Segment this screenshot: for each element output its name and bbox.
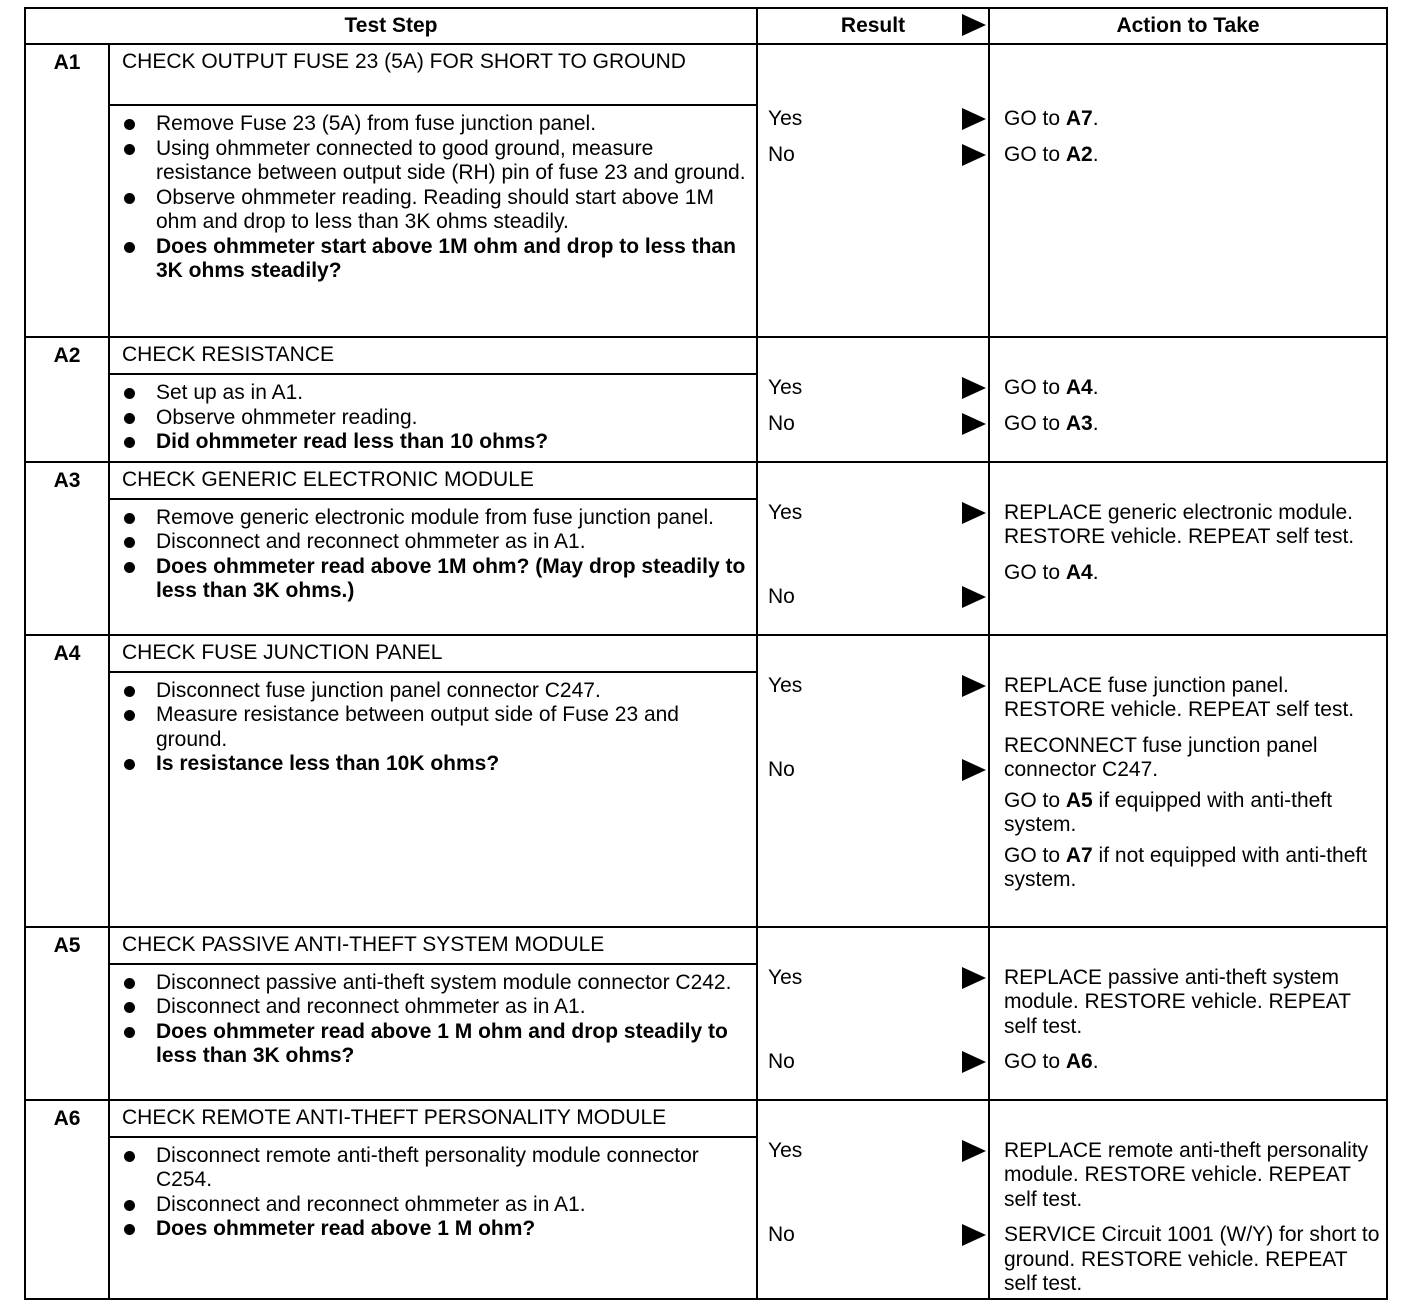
action-no: GO to A4. bbox=[1004, 560, 1099, 584]
list-item-question: Is resistance less than 10K ohms? bbox=[124, 752, 748, 777]
bullet-icon bbox=[124, 759, 135, 770]
arrow-right-icon bbox=[962, 967, 986, 989]
list-item: Disconnect and reconnect ohmmeter as in A1. bbox=[124, 1193, 748, 1218]
action-no: SERVICE Circuit 1001 (W/Y) for short to ground. RESTORE vehicle. REPEAT self test. bbox=[1004, 1223, 1380, 1295]
step-id: A4 bbox=[25, 635, 109, 927]
step-instructions bbox=[109, 672, 757, 927]
bullet-icon bbox=[124, 1027, 135, 1038]
bullet-icon bbox=[124, 437, 135, 448]
result-yes: Yes bbox=[758, 674, 988, 699]
step-instructions bbox=[109, 964, 757, 1100]
step-a4-title-row bbox=[25, 635, 1387, 672]
action-no-reconnect: RECONNECT fuse junction panel connector C247. bbox=[1004, 733, 1318, 781]
step-a5-title-row bbox=[25, 927, 1387, 964]
arrow-right-icon bbox=[962, 675, 986, 697]
result-no: No bbox=[758, 1050, 988, 1075]
list-item: Measure resistance between output side of Fuse 23 and ground. bbox=[124, 703, 748, 752]
list-item: Set up as in A1. bbox=[124, 381, 748, 406]
arrow-right-icon bbox=[962, 377, 986, 399]
step-result-cell bbox=[757, 337, 989, 462]
step-id: A1 bbox=[25, 44, 109, 337]
step-result-cell bbox=[757, 462, 989, 635]
step-result-cell bbox=[757, 44, 989, 337]
bullet-icon bbox=[124, 710, 135, 721]
step-action-cell bbox=[989, 1100, 1387, 1299]
bullet-icon bbox=[124, 978, 135, 989]
diagnostic-table-page bbox=[24, 7, 1386, 1300]
arrow-right-icon bbox=[962, 759, 986, 781]
bullet-icon bbox=[124, 1200, 135, 1211]
result-no: No bbox=[758, 412, 988, 437]
step-action-cell bbox=[989, 927, 1387, 1100]
list-item: Disconnect and reconnect ohmmeter as in A1. bbox=[124, 995, 748, 1020]
step-id: A5 bbox=[25, 927, 109, 1100]
action-no: GO to A6. bbox=[1004, 1050, 1099, 1073]
bullet-icon bbox=[124, 1151, 135, 1162]
list-item: Disconnect fuse junction panel connector C247. bbox=[124, 679, 748, 704]
step-result-cell bbox=[757, 635, 989, 927]
arrow-right-icon bbox=[962, 413, 986, 435]
list-item: Remove Fuse 23 (5A) from fuse junction panel. bbox=[124, 112, 748, 137]
arrow-right-icon bbox=[962, 108, 986, 130]
list-item-question: Does ohmmeter read above 1 M ohm and drop steadily to less than 3K ohms? bbox=[124, 1020, 748, 1069]
bullet-icon bbox=[124, 1224, 135, 1235]
step-a3-title-row bbox=[25, 462, 1387, 499]
bullet-icon bbox=[124, 1002, 135, 1013]
list-item: Remove generic electronic module from fuse junction panel. bbox=[124, 506, 748, 531]
bullet-icon bbox=[124, 513, 135, 524]
result-yes: Yes bbox=[758, 966, 988, 991]
arrow-right-icon bbox=[962, 586, 986, 608]
action-no: GO to A2. bbox=[1004, 142, 1099, 166]
result-yes: Yes bbox=[758, 501, 988, 526]
header-result-label: Result bbox=[840, 14, 906, 37]
action-no: GO to A3. bbox=[1004, 411, 1099, 435]
result-yes: Yes bbox=[758, 376, 988, 401]
arrow-right-icon bbox=[962, 1051, 986, 1073]
pinpoint-test-table bbox=[24, 7, 1388, 1300]
step-result-cell bbox=[757, 1100, 989, 1299]
step-action-cell bbox=[989, 462, 1387, 635]
list-item: Observe ohmmeter reading. bbox=[124, 406, 748, 431]
bullet-icon bbox=[124, 193, 135, 204]
result-yes: Yes bbox=[758, 107, 988, 132]
step-a6-title-row bbox=[25, 1100, 1387, 1137]
action-no-no-anti-theft: GO to A7 if not equipped with anti-theft system. bbox=[1004, 843, 1368, 891]
step-result-cell bbox=[757, 927, 989, 1100]
list-item: Disconnect remote anti-theft personality module connector C254. bbox=[124, 1144, 748, 1193]
action-yes: GO to A4. bbox=[1004, 376, 1099, 399]
action-yes: REPLACE remote anti-theft personality module. RESTORE vehicle. REPEAT self test. bbox=[1004, 1138, 1369, 1211]
step-title: CHECK OUTPUT FUSE 23 (5A) FOR SHORT TO GROUND bbox=[109, 44, 757, 105]
action-yes: GO to A7. bbox=[1004, 107, 1099, 130]
list-item-question: Does ohmmeter read above 1M ohm? (May drop steadily to less than 3K ohms.) bbox=[124, 555, 748, 604]
step-instructions bbox=[109, 499, 757, 635]
table-header-row bbox=[25, 8, 1387, 44]
action-yes: REPLACE passive anti-theft system module. RESTORE vehicle. REPEAT self test. bbox=[1004, 965, 1351, 1038]
step-a2-title-row bbox=[25, 337, 1387, 374]
result-no: No bbox=[758, 758, 988, 783]
arrow-right-icon bbox=[962, 1140, 986, 1162]
step-title: CHECK GENERIC ELECTRONIC MODULE bbox=[109, 462, 757, 499]
bullet-icon bbox=[124, 562, 135, 573]
header-test-step: Test Step bbox=[25, 8, 757, 44]
step-a1-title-row bbox=[25, 44, 1387, 105]
list-item-question: Does ohmmeter read above 1 M ohm? bbox=[124, 1217, 748, 1242]
action-yes: REPLACE generic electronic module. RESTORE vehicle. REPEAT self test. bbox=[1004, 500, 1355, 548]
bullet-icon bbox=[124, 686, 135, 697]
bullet-icon bbox=[124, 144, 135, 155]
list-item: Disconnect passive anti-theft system module connector C242. bbox=[124, 971, 748, 996]
action-no-anti-theft: GO to A5 if equipped with anti-theft system. bbox=[1004, 788, 1333, 836]
action-yes: REPLACE fuse junction panel. RESTORE vehicle. REPEAT self test. bbox=[1004, 673, 1355, 721]
step-action-cell bbox=[989, 337, 1387, 462]
step-instructions bbox=[109, 374, 757, 462]
step-action-cell bbox=[989, 44, 1387, 337]
list-item: Using ohmmeter connected to good ground, measure resistance between output side (RH) pin of fuse 23 and ground. bbox=[124, 137, 748, 186]
step-instructions bbox=[109, 1137, 757, 1299]
bullet-icon bbox=[124, 242, 135, 253]
step-title: CHECK FUSE JUNCTION PANEL bbox=[109, 635, 757, 672]
result-no: No bbox=[758, 585, 988, 610]
list-item: Disconnect and reconnect ohmmeter as in A1. bbox=[124, 530, 748, 555]
step-id: A6 bbox=[25, 1100, 109, 1299]
step-id: A3 bbox=[25, 462, 109, 635]
step-title: CHECK PASSIVE ANTI-THEFT SYSTEM MODULE bbox=[109, 927, 757, 964]
result-no: No bbox=[758, 1223, 988, 1248]
bullet-icon bbox=[124, 388, 135, 399]
list-item-question: Did ohmmeter read less than 10 ohms? bbox=[124, 430, 748, 455]
bullet-icon bbox=[124, 537, 135, 548]
result-no: No bbox=[758, 143, 988, 168]
arrow-right-icon bbox=[962, 1224, 986, 1246]
step-title: CHECK REMOTE ANTI-THEFT PERSONALITY MODULE bbox=[109, 1100, 757, 1137]
list-item-question: Does ohmmeter start above 1M ohm and drop to less than 3K ohms steadily? bbox=[124, 235, 748, 284]
arrow-right-icon bbox=[962, 14, 986, 36]
header-action: Action to Take bbox=[989, 8, 1387, 44]
arrow-right-icon bbox=[962, 502, 986, 524]
bullet-icon bbox=[124, 413, 135, 424]
step-id: A2 bbox=[25, 337, 109, 462]
step-instructions bbox=[109, 105, 757, 337]
header-result bbox=[757, 8, 989, 44]
step-title: CHECK RESISTANCE bbox=[109, 337, 757, 374]
result-yes: Yes bbox=[758, 1139, 988, 1164]
arrow-right-icon bbox=[962, 144, 986, 166]
bullet-icon bbox=[124, 119, 135, 130]
list-item: Observe ohmmeter reading. Reading should start above 1M ohm and drop to less than 3K ohms steadily. bbox=[124, 186, 748, 235]
step-action-cell bbox=[989, 635, 1387, 927]
